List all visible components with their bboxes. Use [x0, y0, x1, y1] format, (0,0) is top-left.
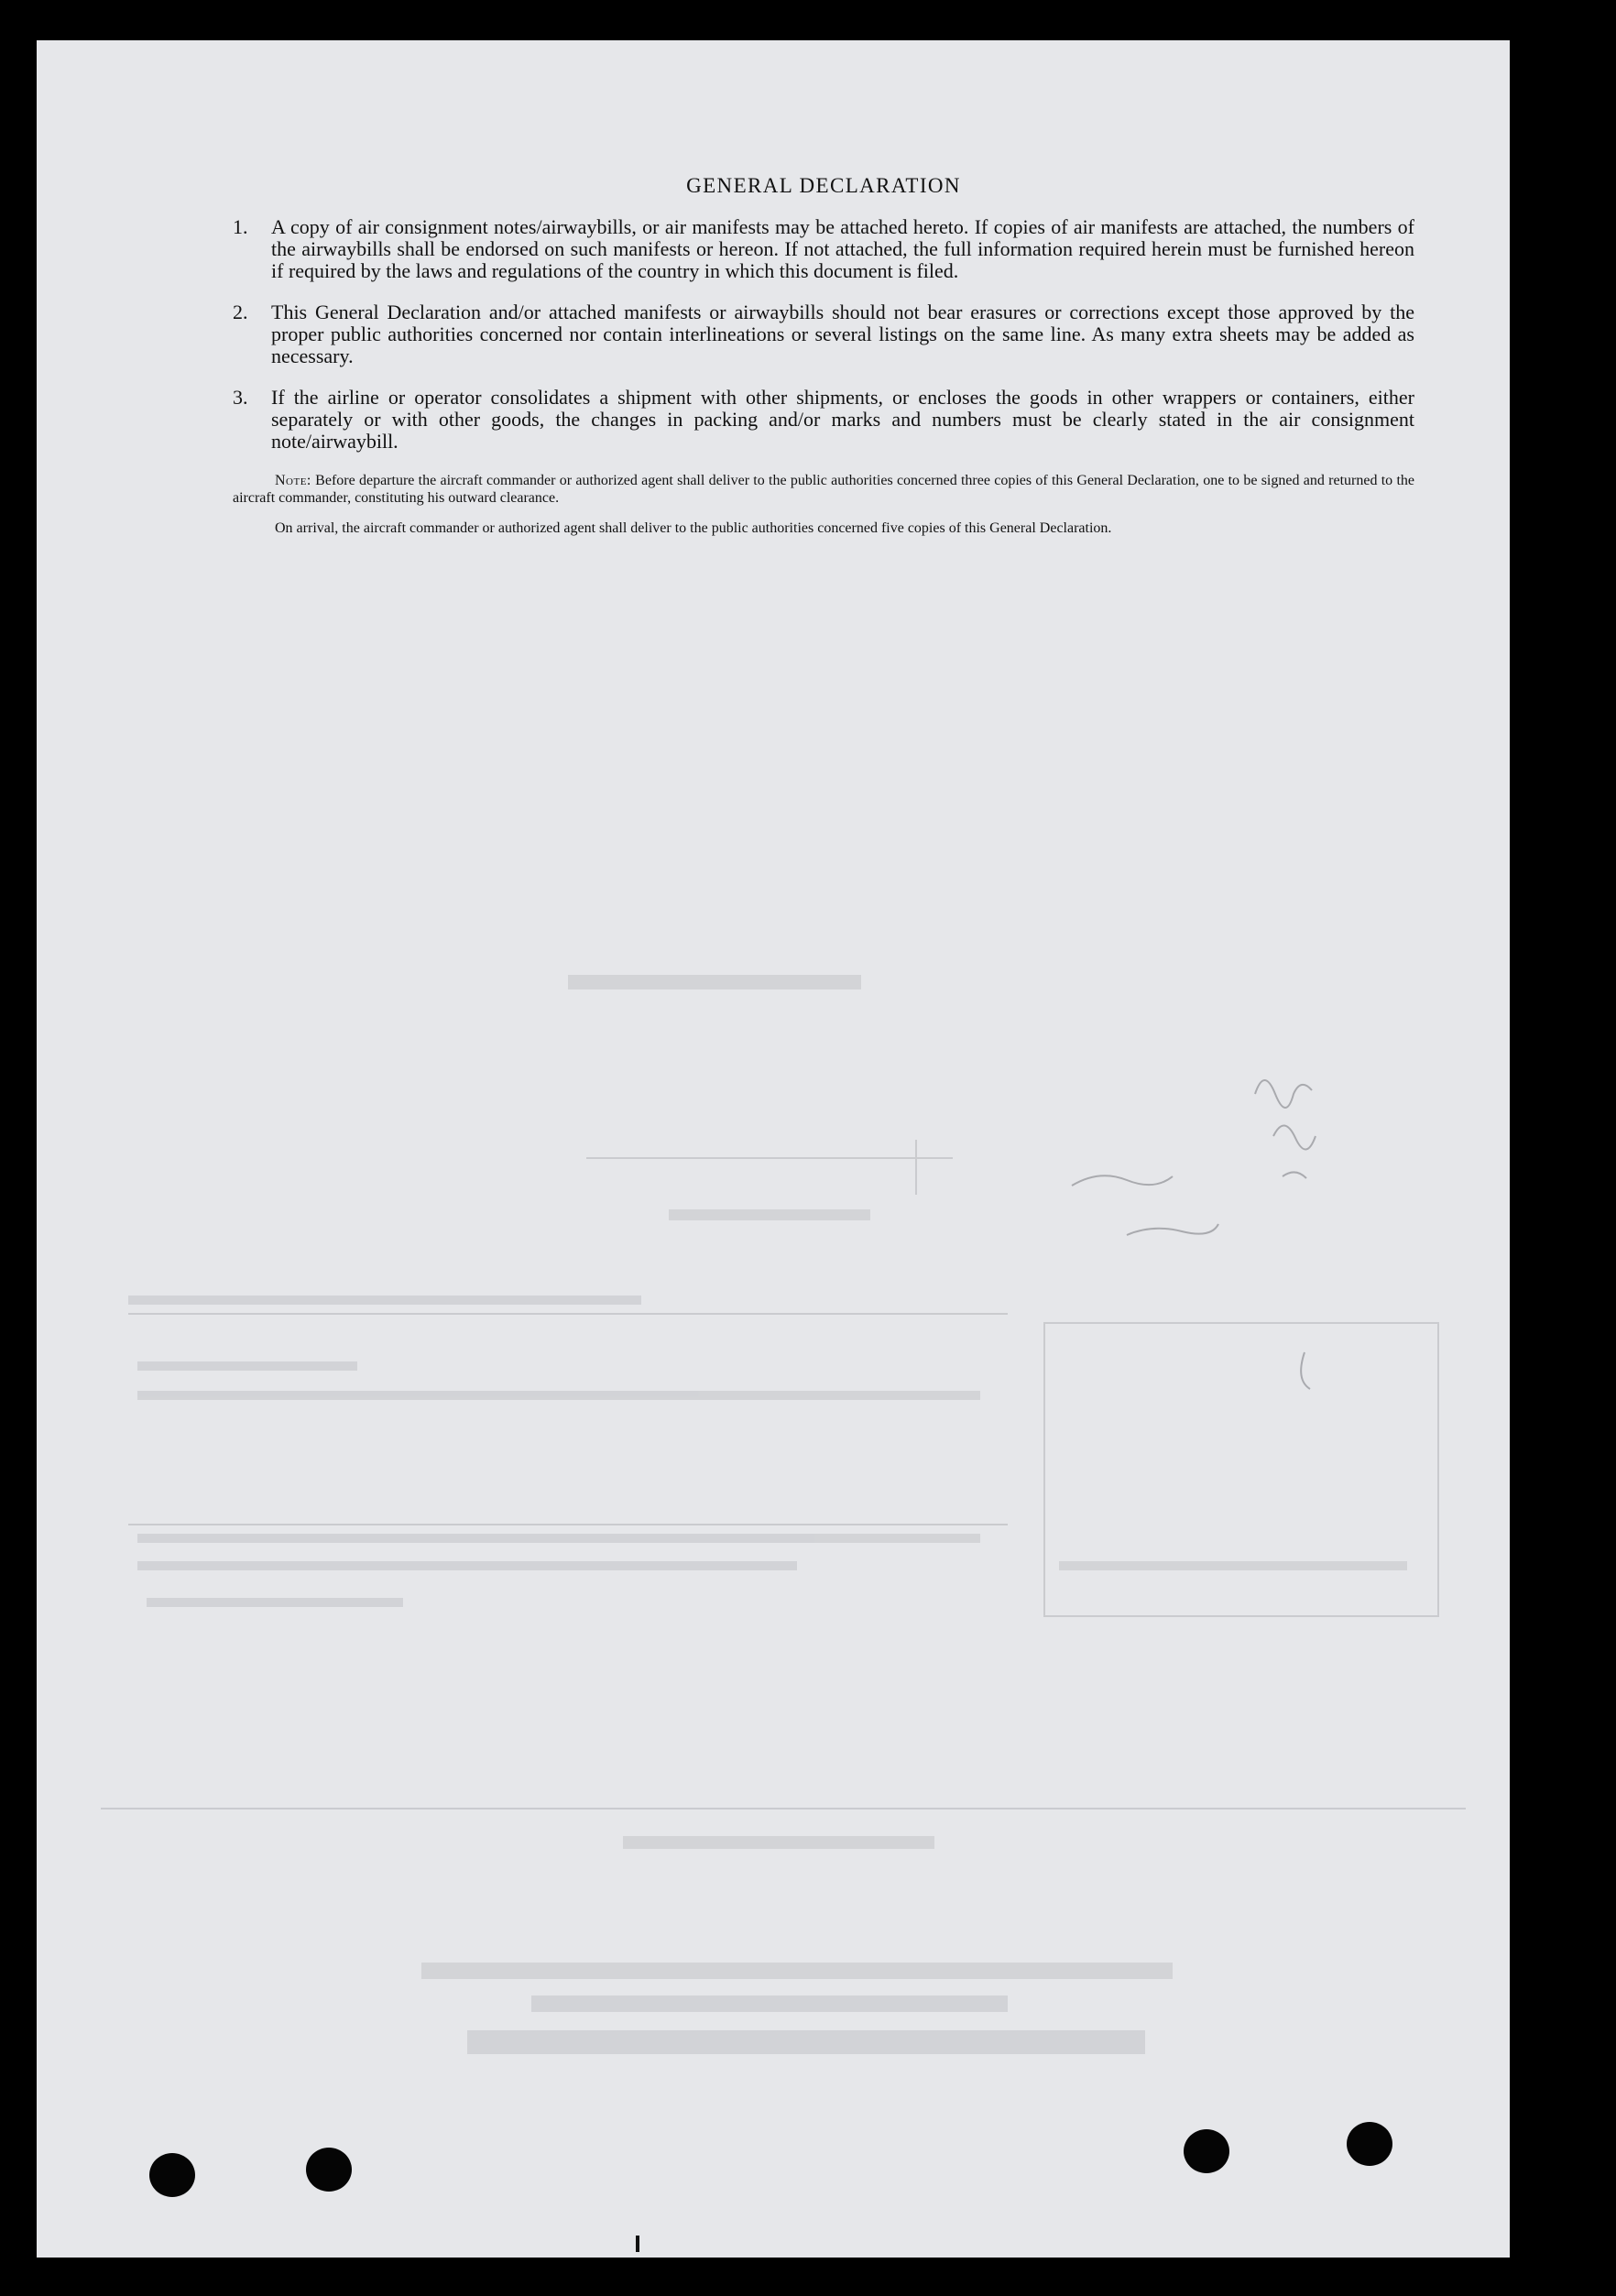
- item-number: 1.: [233, 215, 248, 238]
- punch-hole: [306, 2148, 352, 2192]
- note-label: Note:: [275, 473, 311, 488]
- item-number: 2.: [233, 301, 248, 323]
- document-sheet: [37, 40, 1510, 2258]
- punch-hole: [1184, 2129, 1229, 2173]
- item-number: 3.: [233, 386, 248, 409]
- instruction-item: [233, 216, 1414, 282]
- instruction-item: [233, 301, 1414, 367]
- item-text: A copy of air consignment notes/airwaybills, or air manifests may be attached hereto. If copies of air manifests are attached, the numbers of the airwaybills shall be endorsed on such manifests or hereon. If not attached, the full information required herein must be furnished hereon if required by the laws and regulations of the country in which this document is filed.: [271, 215, 1414, 282]
- declaration-content: [233, 174, 1414, 550]
- binding-mark: [636, 2236, 639, 2252]
- instruction-item: [233, 387, 1414, 453]
- punch-hole: [149, 2153, 195, 2197]
- item-text: If the airline or operator consolidates a shipment with other shipments, or encloses the goods in other wrappers or containers, either separately or with other goods, the changes in packing and/or marks and numbers must be clearly stated in the air consignment note/airwaybill.: [271, 386, 1414, 453]
- punch-hole: [1347, 2122, 1392, 2166]
- arrival-note: On arrival, the aircraft commander or authorized agent shall deliver to the public authorities concerned five copies of this General Declaration.: [275, 520, 1112, 536]
- note-text: Before departure the aircraft commander or authorized agent shall deliver to the public authorities concerned three copies of this General Declaration, one to be signed and returned to the aircraft commander, constituting his outward clearance.: [233, 473, 1414, 506]
- document-title: GENERAL DECLARATION: [686, 174, 961, 197]
- item-text: This General Declaration and/or attached manifests or airwaybills should not bear erasures or corrections except those approved by the proper public authorities concerned nor contain interlineations or several listings on the same line. As many extra sheets may be added as necessary.: [271, 301, 1414, 367]
- departure-note: [233, 472, 1414, 507]
